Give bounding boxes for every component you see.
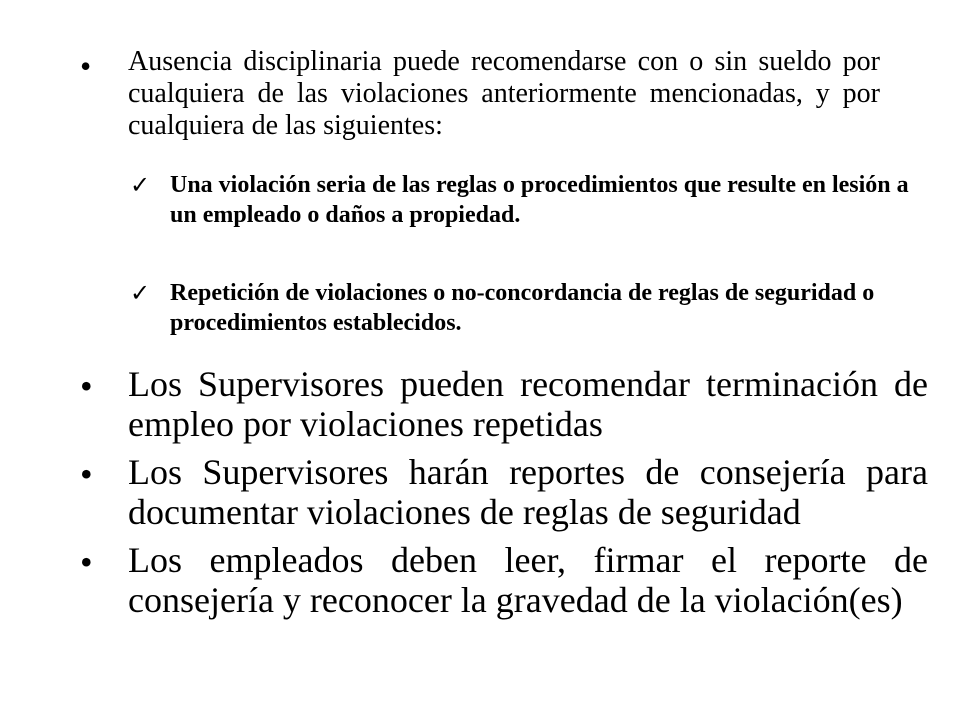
bullet-dot: •	[80, 542, 93, 582]
bullet-dot: •	[80, 366, 93, 406]
check-icon: ✓	[130, 279, 151, 307]
check-icon: ✓	[130, 171, 151, 199]
bullet-text: Ausencia disciplinaria puede recomendarse con o sin sueldo por cualquiera de las violaciones anteriormente mencionadas, y por cualquiera de las siguientes:	[128, 46, 880, 141]
check-text: Repetición de violaciones o no-concordancia de reglas de seguridad o procedimientos establecidos.	[170, 280, 875, 336]
bullet-dot: •	[80, 454, 93, 494]
check-text: Una violación seria de las reglas o procedimientos que resulte en lesión a un empleado o daños a propiedad.	[170, 172, 909, 228]
bullet-dot: •	[80, 48, 92, 84]
bullet-text: Los Supervisores harán reportes de consejería para documentar violaciones de reglas de seguridad	[128, 452, 928, 532]
bullet-text: Los empleados deben leer, firmar el reporte de consejería y reconocer la gravedad de la violación(es)	[128, 540, 928, 620]
bullet-text: Los Supervisores pueden recomendar terminación de empleo por violaciones repetidas	[128, 364, 928, 444]
